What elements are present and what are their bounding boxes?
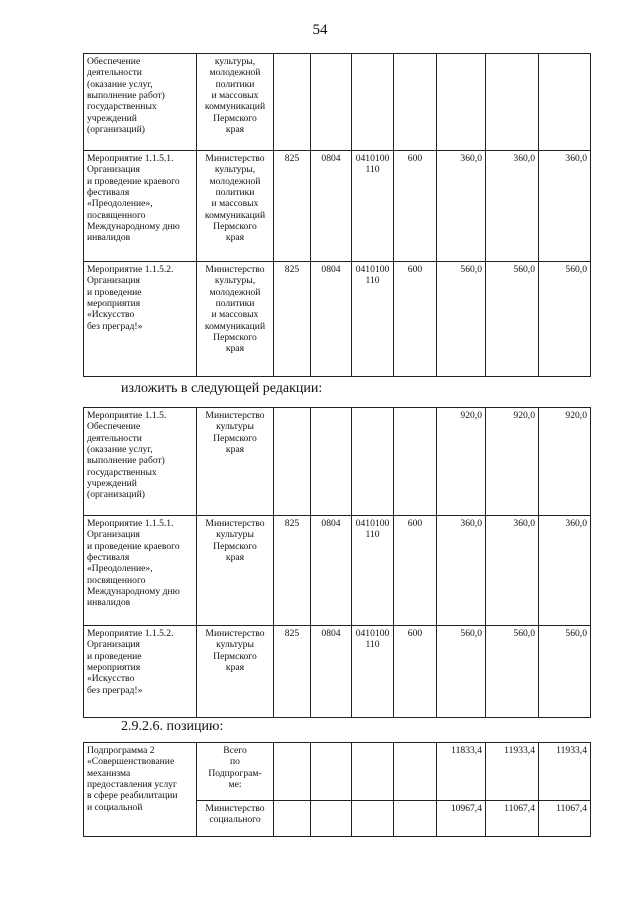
row-expense-type-code xyxy=(394,408,437,516)
row-description: Мероприятие 1.1.5.2. Организация и проведение мероприятия «Искусство без преград!» xyxy=(84,262,197,377)
row-expense-type-code: 600 xyxy=(394,262,437,377)
row-target-article-code xyxy=(352,408,394,516)
row-target-article-code xyxy=(352,743,394,801)
row-grbs-code: 825 xyxy=(274,151,311,262)
row-section-code xyxy=(311,54,352,151)
row-grbs-code xyxy=(274,54,311,151)
row-amount-year-3: 360,0 xyxy=(539,516,591,626)
row-amount-year-2: 920,0 xyxy=(486,408,539,516)
row-section-code: 0804 xyxy=(311,516,352,626)
row-organization: Министерство культуры Пермского края xyxy=(197,408,274,516)
row-amount-year-3 xyxy=(539,54,591,151)
row-amount-year-3: 11933,4 xyxy=(539,743,591,801)
row-amount-year-3: 11067,4 xyxy=(539,801,591,837)
row-amount-year-3: 560,0 xyxy=(539,262,591,377)
row-description: Мероприятие 1.1.5.2. Организация и проведение мероприятия «Искусство без преград!» xyxy=(84,626,197,718)
table-row xyxy=(84,408,591,516)
amendment-heading: изложить в следующей редакции: xyxy=(121,381,323,396)
row-grbs-code: 825 xyxy=(274,626,311,718)
row-amount-year-2: 11067,4 xyxy=(486,801,539,837)
subprogram-description: Подпрограмма 2 «Совершенствование механизма предоставления услуг в сфере реабилитации и социальной xyxy=(84,743,197,837)
row-target-article-code: 0410100 110 xyxy=(352,151,394,262)
budget-table-new-body xyxy=(84,408,591,718)
table-row xyxy=(84,151,591,262)
row-target-article-code: 0410100 110 xyxy=(352,626,394,718)
row-amount-year-3: 920,0 xyxy=(539,408,591,516)
table-row xyxy=(84,54,591,151)
row-amount-year-1 xyxy=(437,54,486,151)
row-amount-year-1: 11833,4 xyxy=(437,743,486,801)
table-row xyxy=(84,262,591,377)
subprogram-table-body xyxy=(84,743,591,837)
row-expense-type-code xyxy=(394,801,437,837)
row-target-article-code xyxy=(352,54,394,151)
row-amount-year-3: 360,0 xyxy=(539,151,591,262)
row-target-article-code: 0410100 110 xyxy=(352,516,394,626)
row-amount-year-1: 920,0 xyxy=(437,408,486,516)
budget-table-old xyxy=(83,53,591,377)
row-section-code xyxy=(311,743,352,801)
row-amount-year-1: 360,0 xyxy=(437,151,486,262)
row-grbs-code xyxy=(274,743,311,801)
row-amount-year-1: 560,0 xyxy=(437,626,486,718)
table-row xyxy=(84,626,591,718)
table-row xyxy=(84,516,591,626)
row-amount-year-2 xyxy=(486,54,539,151)
row-description: Мероприятие 1.1.5.1. Организация и проведение краевого фестиваля «Преодоление», посвященного Международному дню инвалидов xyxy=(84,151,197,262)
row-description: Мероприятие 1.1.5.1. Организация и проведение краевого фестиваля «Преодоление», посвященного Международному дню инвалидов xyxy=(84,516,197,626)
row-expense-type-code: 600 xyxy=(394,516,437,626)
row-amount-year-2: 11933,4 xyxy=(486,743,539,801)
budget-table-old-body xyxy=(84,54,591,377)
row-amount-year-2: 360,0 xyxy=(486,516,539,626)
row-organization: Министерство социального xyxy=(197,801,274,837)
row-amount-year-1: 360,0 xyxy=(437,516,486,626)
row-description: Мероприятие 1.1.5. Обеспечение деятельности (оказание услуг, выполнение работ) государственных учреждений (организаций) xyxy=(84,408,197,516)
position-heading: 2.9.2.6. позицию: xyxy=(121,719,224,734)
row-amount-year-2: 360,0 xyxy=(486,151,539,262)
row-grbs-code: 825 xyxy=(274,516,311,626)
row-section-code xyxy=(311,408,352,516)
row-organization: Министерство культуры, молодежной политики и массовых коммуникаций Пермского края xyxy=(197,151,274,262)
row-expense-type-code xyxy=(394,743,437,801)
row-amount-year-1: 10967,4 xyxy=(437,801,486,837)
row-grbs-code xyxy=(274,408,311,516)
table-row xyxy=(84,743,591,801)
row-grbs-code: 825 xyxy=(274,262,311,377)
row-amount-year-2: 560,0 xyxy=(486,626,539,718)
row-grbs-code xyxy=(274,801,311,837)
row-organization: Министерство культуры Пермского края xyxy=(197,516,274,626)
row-section-code: 0804 xyxy=(311,151,352,262)
row-description: Обеспечение деятельности (оказание услуг, выполнение работ) государственных учреждений (организаций) xyxy=(84,54,197,151)
row-amount-year-2: 560,0 xyxy=(486,262,539,377)
row-amount-year-3: 560,0 xyxy=(539,626,591,718)
row-target-article-code xyxy=(352,801,394,837)
row-amount-year-1: 560,0 xyxy=(437,262,486,377)
row-expense-type-code xyxy=(394,54,437,151)
row-target-article-code: 0410100 110 xyxy=(352,262,394,377)
row-section-code: 0804 xyxy=(311,262,352,377)
row-section-code xyxy=(311,801,352,837)
row-organization: культуры, молодежной политики и массовых коммуникаций Пермского края xyxy=(197,54,274,151)
row-expense-type-code: 600 xyxy=(394,151,437,262)
row-expense-type-code: 600 xyxy=(394,626,437,718)
row-organization: Всего по Подпрограм- ме: xyxy=(197,743,274,801)
subprogram-table xyxy=(83,742,591,837)
row-section-code: 0804 xyxy=(311,626,352,718)
row-organization: Министерство культуры Пермского края xyxy=(197,626,274,718)
row-organization: Министерство культуры, молодежной политики и массовых коммуникаций Пермского края xyxy=(197,262,274,377)
page-number: 54 xyxy=(312,22,328,38)
budget-table-new xyxy=(83,407,591,718)
